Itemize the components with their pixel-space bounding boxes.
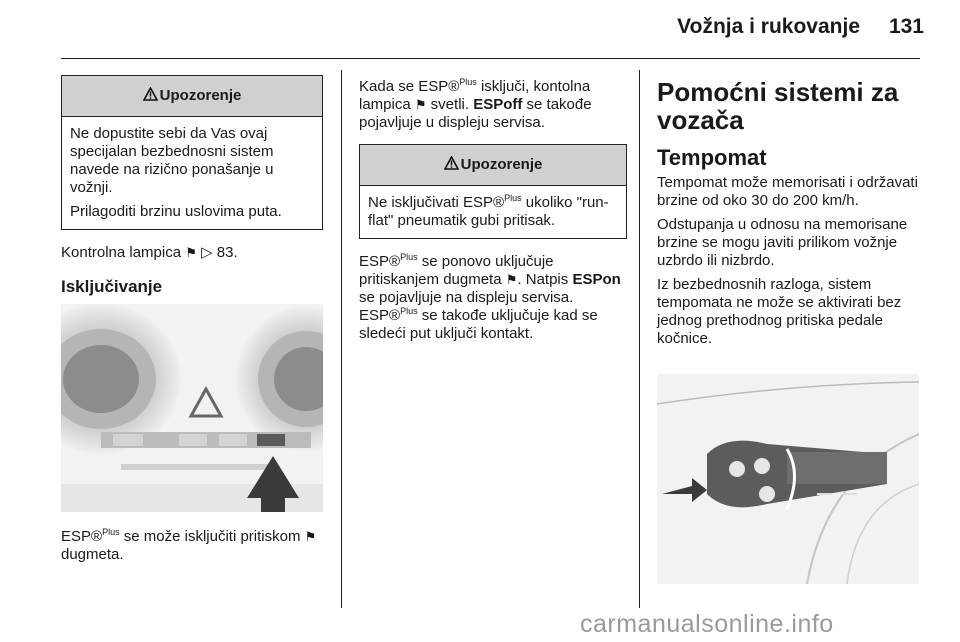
column-divider-right bbox=[639, 70, 640, 608]
warning-box-title: Upozorenje bbox=[460, 156, 543, 173]
warning-box bbox=[61, 75, 323, 230]
body-paragraph: Iz bezbednosnih razloga, sistem tempomata ne može se aktivirati bez jednog prethodnog pritiska pedale kočnice. bbox=[657, 276, 902, 347]
warning-box-header bbox=[62, 76, 322, 117]
reference-arrow-icon: ▷ bbox=[201, 244, 213, 261]
subsection-heading: Tempomat bbox=[657, 145, 767, 170]
cruise-control-stalk-illustration bbox=[657, 374, 919, 584]
illustration-caption: ESP®$^{Plus}$ se može isključiti pritiskom ⚑ dugmeta. bbox=[61, 527, 317, 563]
esp-off-paragraph: Kada se ESP®$^{Plus}$ isključi, kontolna lampica ⚑ svetli. ESPoff se takođe pojavljuje u displeju servisa. bbox=[359, 77, 592, 131]
body-paragraph: Tempomat može memorisati i održavati brzine od oko 30 do 200 km/h. bbox=[657, 174, 918, 209]
warning-box-body bbox=[62, 117, 322, 229]
esp-car-skid-icon: ⚑ bbox=[185, 245, 197, 260]
column-middle bbox=[359, 78, 627, 343]
warning-box-title: Upozorenje bbox=[159, 87, 242, 104]
section-heading: Pomoćni sistemi za vozača bbox=[657, 77, 899, 135]
page-number: 131 bbox=[888, 15, 924, 38]
warning-text: Ne dopustite sebi da Vas ovaj specijalan bezbednosni sistem navede na rizično ponašanje u vožnji. bbox=[70, 125, 274, 196]
warning-box-header bbox=[360, 145, 626, 186]
esp-on-paragraph: ESP®$^{Plus}$ se ponovo uključuje pritiskanjem dugmeta ⚑. Natpis ESPon se pojavljuje na displeju servisa. ESP®$^{Plus}$ se takođe uključuje kad se sledeći put uključi kontakt. bbox=[359, 252, 621, 342]
section-heading: Isključivanje bbox=[61, 277, 163, 296]
warning-text: Ne isključivati ESP®$^{Plus}$ ukoliko "run-flat" pneumatik gubi pritisak. bbox=[368, 193, 609, 229]
column-right bbox=[657, 78, 923, 348]
body-paragraph: Odstupanja u odnosu na memorisane brzine se mogu javiti prilikom vožnje uzbrdo ili nizbrdo. bbox=[657, 216, 908, 269]
warning-text: Prilagoditi brzinu uslovima puta. bbox=[70, 203, 282, 220]
esp-button-illustration bbox=[61, 304, 323, 512]
header-rule bbox=[61, 58, 920, 59]
warning-triangle-icon bbox=[143, 87, 158, 106]
warning-box bbox=[359, 144, 627, 239]
esp-car-skid-icon: ⚑ bbox=[304, 529, 317, 544]
column-left bbox=[61, 75, 323, 296]
warning-box-body bbox=[360, 186, 626, 238]
esp-car-skid-icon: ⚑ bbox=[414, 97, 427, 112]
esp-car-skid-icon: ⚑ bbox=[505, 272, 518, 287]
watermark: carmanualsonline.info bbox=[580, 610, 834, 638]
indicator-paragraph: Kontrolna lampica ⚑ ▷ 83. bbox=[61, 244, 238, 261]
warning-triangle-icon bbox=[444, 156, 459, 175]
column-divider-left bbox=[341, 70, 342, 608]
running-header-title: Vožnja i rukovanje bbox=[677, 15, 860, 38]
